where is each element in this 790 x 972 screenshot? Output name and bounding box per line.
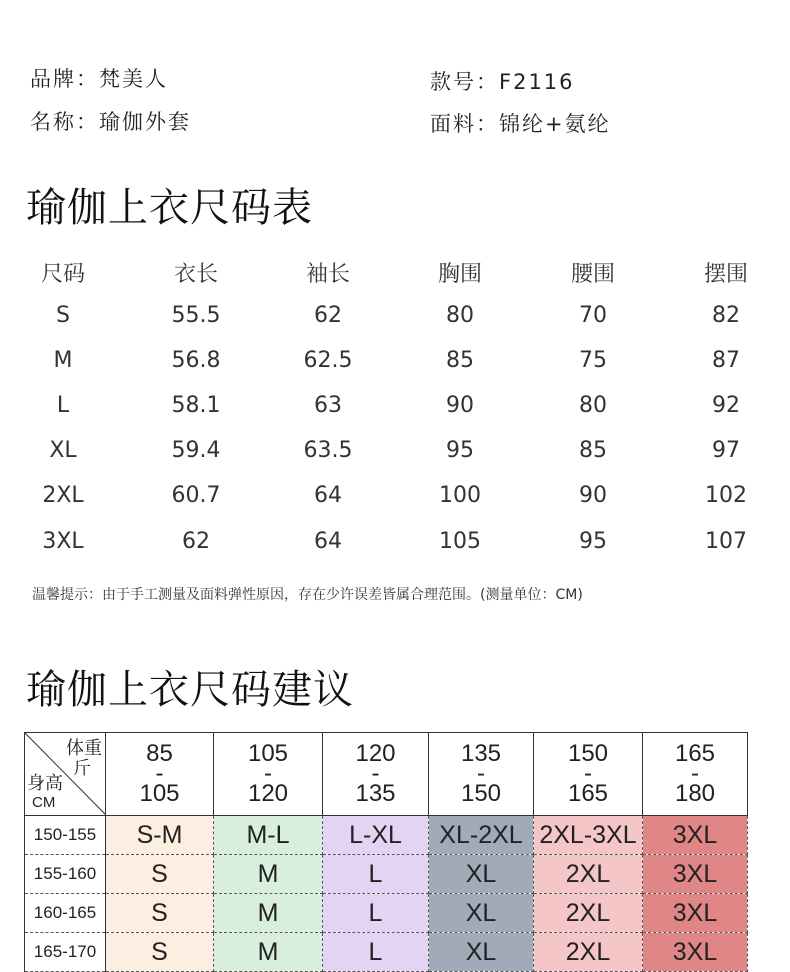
- fabric-field: [430, 108, 611, 138]
- brand-value: 梵美人: [99, 67, 168, 91]
- weight-range-header: [323, 733, 429, 816]
- weight-range-from: 120: [355, 740, 396, 767]
- product-name-label: 名称：: [30, 110, 99, 134]
- size-recommendation-table: [24, 732, 748, 972]
- measurement-cell: 92: [712, 393, 740, 418]
- height-row: [25, 816, 748, 855]
- recommended-size-cell: S-M: [106, 816, 214, 855]
- recommended-size-cell: XL: [429, 894, 534, 933]
- measurement-cell: 87: [712, 348, 740, 373]
- weight-range-sep: -: [477, 760, 485, 787]
- measurement-cell: 90: [579, 483, 607, 508]
- recommended-size-cell: L: [323, 933, 429, 972]
- weight-range-to: 120: [247, 780, 289, 807]
- measurement-cell: 85: [446, 348, 474, 373]
- recommended-size-cell: S: [106, 855, 214, 894]
- recommended-size-cell: 3XL: [643, 855, 748, 894]
- size-label-cell: 3XL: [42, 529, 84, 554]
- size-table-header: 摆围: [703, 262, 748, 287]
- measurement-cell: 105: [439, 529, 481, 554]
- weight-range-to: 135: [355, 780, 396, 807]
- corner-height-label: 身高: [27, 773, 63, 793]
- height-range-cell: 160-165: [25, 894, 106, 933]
- product-name-field: [30, 106, 191, 136]
- brand-field: [30, 63, 168, 93]
- recommended-size-cell: 2XL-3XL: [534, 816, 643, 855]
- size-table-header: 袖长: [305, 262, 350, 287]
- measurement-cell: 102: [705, 483, 747, 508]
- fabric-label: 面料：: [430, 112, 499, 136]
- size-table-header: 衣长: [173, 262, 218, 287]
- size-label-cell: 2XL: [42, 483, 84, 508]
- measurement-note: 温馨提示：由于手工测量及面料弹性原因，存在少许误差皆属合理范围。(测量单位：CM): [32, 587, 583, 603]
- weight-range-sep: -: [264, 760, 272, 787]
- weight-range-from: 85: [146, 740, 173, 767]
- recommended-size-cell: L: [323, 894, 429, 933]
- measurement-cell: 95: [446, 438, 474, 463]
- weight-range-from: 135: [460, 740, 502, 767]
- recommended-size-cell: M: [214, 894, 323, 933]
- measurement-cell: 64: [314, 483, 342, 508]
- style-number-value: F2116: [499, 70, 575, 94]
- weight-range-from: 150: [567, 740, 609, 767]
- measurement-cell: 60.7: [171, 483, 221, 508]
- fabric-value: 锦纶+氨纶: [499, 112, 611, 136]
- recommended-size-cell: S: [106, 894, 214, 933]
- weight-range-header: [106, 733, 214, 816]
- measurement-cell: 64: [314, 529, 342, 554]
- recommended-size-cell: L-XL: [323, 816, 429, 855]
- measurement-cell: 70: [579, 303, 607, 328]
- measurement-cell: 85: [579, 438, 607, 463]
- recommended-size-cell: 2XL: [534, 933, 643, 972]
- size-label-cell: M: [53, 348, 73, 373]
- weight-range-to: 180: [674, 780, 716, 807]
- size-label-cell: XL: [49, 438, 77, 463]
- measurement-cell: 80: [446, 303, 474, 328]
- product-name-value: 瑜伽外套: [99, 110, 191, 134]
- size-label-cell: S: [56, 303, 70, 328]
- height-row: [25, 894, 748, 933]
- recommended-size-cell: XL-2XL: [429, 816, 534, 855]
- weight-header-row: [25, 733, 748, 816]
- recommended-size-cell: XL: [429, 933, 534, 972]
- measurement-cell: 55.5: [171, 303, 221, 328]
- weight-range-sep: -: [371, 760, 380, 787]
- measurement-cell: 62: [314, 303, 342, 328]
- height-row: [25, 933, 748, 972]
- height-range-cell: 150-155: [25, 816, 106, 855]
- measurement-cell: 95: [579, 529, 607, 554]
- measurement-cell: 107: [705, 529, 747, 554]
- recommended-size-cell: 3XL: [643, 933, 748, 972]
- recommended-size-cell: L: [323, 855, 429, 894]
- measurement-cell: 63.5: [303, 438, 353, 463]
- measurement-cell: 56.8: [171, 348, 221, 373]
- recommended-size-cell: 2XL: [534, 855, 643, 894]
- weight-range-header: [429, 733, 534, 816]
- measurement-cell: 58.1: [171, 393, 221, 418]
- weight-range-from: 165: [674, 740, 716, 767]
- size-table-header: 尺码: [40, 262, 85, 287]
- corner-height-unit: CM: [32, 794, 56, 811]
- corner-weight-label: 体重: [66, 738, 102, 758]
- measurement-cell: 59.4: [171, 438, 221, 463]
- measurement-cell: 63: [314, 393, 342, 418]
- height-range-cell: 155-160: [25, 855, 106, 894]
- recommended-size-cell: XL: [429, 855, 534, 894]
- weight-range-header: [214, 733, 323, 816]
- recommend-table-title: 瑜伽上衣尺码建议: [26, 667, 354, 713]
- corner-header-cell: [25, 733, 106, 816]
- recommended-size-cell: S: [106, 933, 214, 972]
- measurement-cell: 75: [579, 348, 607, 373]
- measurement-cell: 97: [712, 438, 740, 463]
- size-table-header: 腰围: [570, 262, 615, 287]
- weight-range-to: 150: [460, 780, 502, 807]
- style-number-field: [430, 66, 575, 96]
- recommended-size-cell: M: [214, 855, 323, 894]
- recommended-size-cell: 2XL: [534, 894, 643, 933]
- measurement-cell: 62.5: [303, 348, 353, 373]
- measurement-cell: 82: [712, 303, 740, 328]
- weight-range-sep: -: [584, 760, 592, 787]
- weight-range-sep: -: [691, 760, 699, 787]
- size-label-cell: L: [56, 393, 70, 418]
- weight-range-to: 165: [567, 780, 609, 807]
- corner-weight-unit: 斤: [73, 758, 91, 778]
- measurement-cell: 90: [446, 393, 474, 418]
- weight-range-to: 105: [139, 780, 180, 807]
- style-number-label: 款号：: [430, 70, 499, 94]
- measurement-cell: 100: [439, 483, 481, 508]
- height-range-cell: 165-170: [25, 933, 106, 972]
- weight-range-sep: -: [155, 760, 164, 787]
- brand-label: 品牌：: [30, 67, 99, 91]
- recommended-size-cell: 3XL: [643, 816, 748, 855]
- measurement-cell: 62: [182, 529, 210, 554]
- weight-range-header: [643, 733, 748, 816]
- size-table-title: 瑜伽上衣尺码表: [26, 185, 313, 231]
- recommended-size-cell: 3XL: [643, 894, 748, 933]
- height-row: [25, 855, 748, 894]
- size-table-header: 胸围: [437, 262, 482, 287]
- weight-range-from: 105: [247, 740, 289, 767]
- recommended-size-cell: M: [214, 933, 323, 972]
- weight-range-header: [534, 733, 643, 816]
- measurement-cell: 80: [579, 393, 607, 418]
- recommended-size-cell: M-L: [214, 816, 323, 855]
